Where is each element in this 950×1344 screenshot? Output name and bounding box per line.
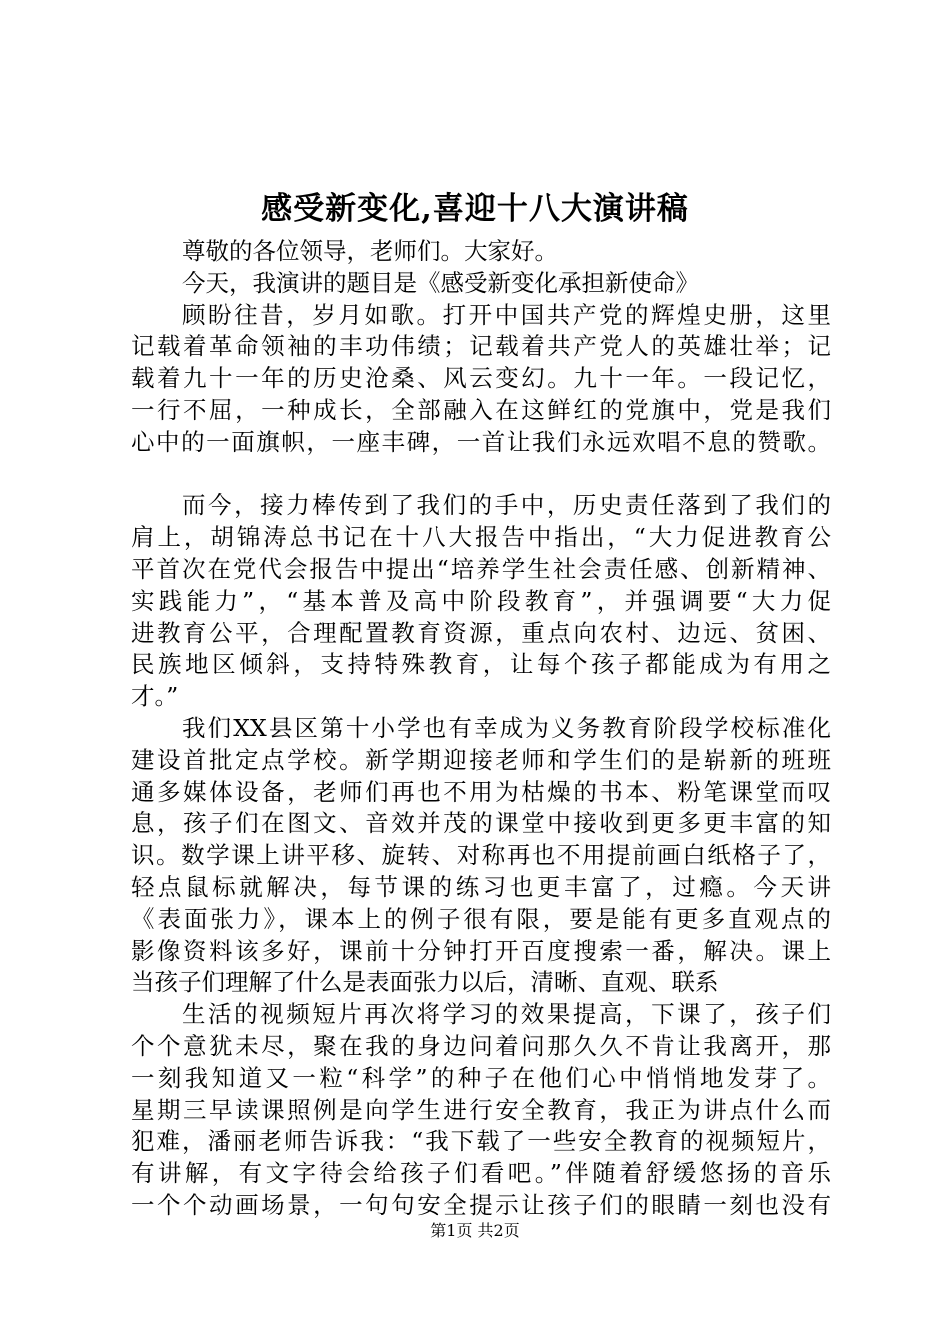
text-line: 一个个动画场景，一句句安全提示让孩子们的眼睛一刻也没有 <box>131 1190 831 1219</box>
text-line: 个个意犹未尽，聚在我的身边问着问那久久不肯让我离开，那 <box>131 1031 831 1060</box>
text-line: 实践能力”，“基本普及高中阶段教育”，并强调要“大力促 <box>131 586 831 615</box>
text-line: 我们XX县区第十小学也有幸成为义务教育阶段学校标准化 <box>182 713 831 742</box>
text-line: 才。” <box>131 682 179 711</box>
document-title: 感受新变化,喜迎十八大演讲稿 <box>261 191 689 227</box>
text-line: 民族地区倾斜，支持特殊教育，让每个孩子都能成为有用之 <box>131 650 831 679</box>
text-line: 肩上，胡锦涛总书记在十八大报告中指出，“大力促进教育公 <box>131 523 831 552</box>
text-line: 而今，接力棒传到了我们的手中，历史责任落到了我们的 <box>182 491 831 520</box>
text-line: 《表面张力》，课本上的例子很有限，要是能有更多直观点的 <box>131 904 831 933</box>
text-line: 尊敬的各位领导，老师们。大家好。 <box>182 237 558 265</box>
text-line: 息，孩子们在图文、音效并茂的课堂中接收到更多更丰富的知 <box>131 809 831 838</box>
text-line: 记载着革命领袖的丰功伟绩；记载着共产党人的英雄壮举；记 <box>131 332 831 361</box>
text-line: 当孩子们理解了什么是表面张力以后，清晰、直观、联系 <box>131 968 719 997</box>
text-line: 顾盼往昔，岁月如歌。打开中国共产党的辉煌史册，这里 <box>182 300 831 329</box>
text-line: 一行不屈，一种成长，全部融入在这鲜红的党旗中，党是我们 <box>131 395 831 424</box>
blank-line <box>131 459 831 491</box>
document-body <box>131 236 831 1222</box>
text-line: 一刻我知道又一粒“科学”的种子在他们心中悄悄地发芽了。 <box>131 1063 831 1092</box>
text-line: 进教育公平，合理配置教育资源，重点向农村、边远、贫困、 <box>131 618 831 647</box>
text-line: 影像资料该多好，课前十分钟打开百度搜索一番，解决。课上 <box>131 936 831 965</box>
text-line: 心中的一面旗帜，一座丰碑，一首让我们永远欢唱不息的赞歌。 <box>131 427 831 456</box>
text-line: 今天，我演讲的题目是《感受新变化承担新使命》 <box>182 268 699 297</box>
text-line: 建设首批定点学校。新学期迎接老师和学生们的是崭新的班班 <box>131 745 831 774</box>
text-line: 生活的视频短片再次将学习的效果提高，下课了，孩子们 <box>182 1000 831 1029</box>
text-line: 星期三早读课照例是向学生进行安全教育，我正为讲点什么而 <box>131 1095 831 1124</box>
text-line: 识。数学课上讲平移、旋转、对称再也不用提前画白纸格子了， <box>131 841 831 870</box>
text-line: 通多媒体设备，老师们再也不用为枯燥的书本、粉笔课堂而叹 <box>131 777 831 806</box>
text-line: 平首次在党代会报告中提出“培养学生社会责任感、创新精神、 <box>131 554 831 583</box>
text-line: 轻点鼠标就解决，每节课的练习也更丰富了，过瘾。今天讲 <box>131 872 831 901</box>
text-line: 有讲解，有文字待会给孩子们看吧。”伴随着舒缓悠扬的音乐 <box>131 1159 831 1188</box>
page-footer: 第1页 共2页 <box>430 1221 520 1240</box>
text-line: 载着九十一年的历史沧桑、风云变幻。九十一年。一段记忆， <box>131 364 831 393</box>
text-line: 犯难，潘丽老师告诉我：“我下载了一些安全教育的视频短片， <box>131 1127 831 1156</box>
